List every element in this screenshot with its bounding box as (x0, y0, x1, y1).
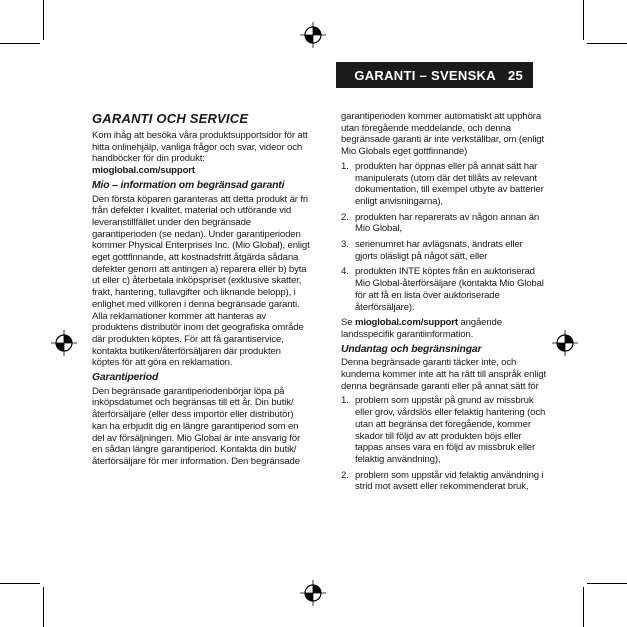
exceptions-paragraph: Denna begränsade garanti täcker inte, och kunderna kommer inte att ha rätt till anspråk enligt denna begränsade garanti eller på annat sätt för (341, 357, 546, 392)
registration-mark-left-icon (51, 330, 77, 356)
exceptions-list (341, 395, 546, 493)
exceptions-heading: Undantag och begränsningar (341, 343, 482, 355)
warranty-period-paragraph: Den begränsade garantiperiodenbörjar löpa på inköpsdatumet och begränsas till ett år. Din butik/återförsäljare (eller dess importör eller distributör) kan ha erbjudit dig en längre garantiperiod som en del av försäljningen. Mio Global är inte ansvarig för en sådan längre garantiperiod. Kontakta din butik/återförsäljare för mer information. Den begränsade (92, 385, 301, 467)
see-support-paragraph: Se mioglobal.com/support angående landsspecifik garantiinformation. (341, 317, 502, 340)
crop-mark-bottom-left-v (43, 587, 44, 627)
crop-mark-bottom-right-h (587, 583, 627, 584)
limited-warranty-paragraph: Den första köparen garanteras att detta produkt är fri från defekter i kvalitet, material och utförande vid leveranstillfället under den begränsade garantiperioden (se nedan). Under garantiperioden kommer Physical Enterprises Inc. (Mio Global), enligt eget gottfinnande, att kostnadsfritt åtgärda sådana defekter genom att antingen a) reparera eller b) byta ut eller c) återbetala inköpspriset (exklusive skatter, frakt, hantering, tullavgifter och liknande belopp), i enlighet med villkoren i denna begränsade garanti. Alla reklamationer kommer att hanteras av produktens distributör inom det geografiska område där produkten köptes. För att få garantiservice, kontakta butiken/återförsäljaren där produkten köptes för att göra en reklamation. (92, 193, 310, 369)
list-item: 3. serienumret har avlägsnats, ändrats eller gjorts oläsligt på något sätt, eller (341, 239, 523, 262)
page-header (336, 62, 533, 88)
list-item: 1. produkten har öppnas eller på annat sätt har manipulerats (utom där det tillåts av relevant dokumentation, till exempel utbyte av batterier enligt anvisningarna), (341, 160, 544, 207)
support-link-2[interactable]: mioglobal.com/support (354, 317, 458, 329)
termination-list (341, 161, 546, 313)
crop-mark-top-right-h (587, 43, 627, 44)
registration-mark-top-icon (300, 22, 326, 48)
section-title: GARANTI – SVENSKA (354, 67, 496, 83)
list-item: 2. problem som uppstår vid felaktig användning i strid mot avsett eller rekommenderat bruk, (341, 469, 544, 493)
crop-mark-bottom-right-v (583, 587, 584, 627)
page-title: GARANTI OCH SERVICE (92, 111, 249, 126)
registration-mark-right-icon (552, 330, 578, 356)
registration-mark-bottom-icon (300, 580, 326, 606)
left-column (92, 111, 310, 470)
right-column (341, 111, 546, 497)
warranty-period-heading: Garantiperiod (92, 372, 159, 384)
list-item: 2. produkten har reparerats av någon annan än Mio Global, (341, 211, 540, 235)
crop-mark-top-left-v (43, 0, 44, 40)
intro-text: Kom ihåg att besöka våra produktsupportsidor för att hitta onlinehjälp, vanliga frågor och svar, videor och handböcker för din produkt: (92, 130, 308, 165)
crop-mark-bottom-left-h (0, 583, 40, 584)
list-item: 4. produkten INTE köptes från en auktoriserad Mio Global-återförsäljare (kontakta Mio Global för att få en lista över auktoriserade återförsäljare). (341, 266, 544, 313)
page-number: 25 (507, 67, 523, 83)
crop-mark-top-right-v (583, 0, 584, 40)
crop-mark-top-left-h (0, 43, 40, 44)
continued-paragraph: garantiperioden kommer automatiskt att upphöra utan föregående meddelande, och denna begränsade garanti är inte verkställbar, om (enligt Mio Globals eget gottfinnande) (341, 111, 544, 158)
list-item: 1. problem som uppstår på grund av missbruk eller grov, vårdslös eller felaktig hantering (och utan att begränsa det föregående, kommer skador till följd av att produkten böjs eller tappas anses vara en följd av missbruk eller felaktig användning), (341, 395, 546, 465)
limited-warranty-heading: Mio – information om begränsad garanti (92, 179, 285, 191)
intro-paragraph (92, 130, 310, 177)
support-link[interactable]: mioglobal.com/support (92, 165, 195, 177)
